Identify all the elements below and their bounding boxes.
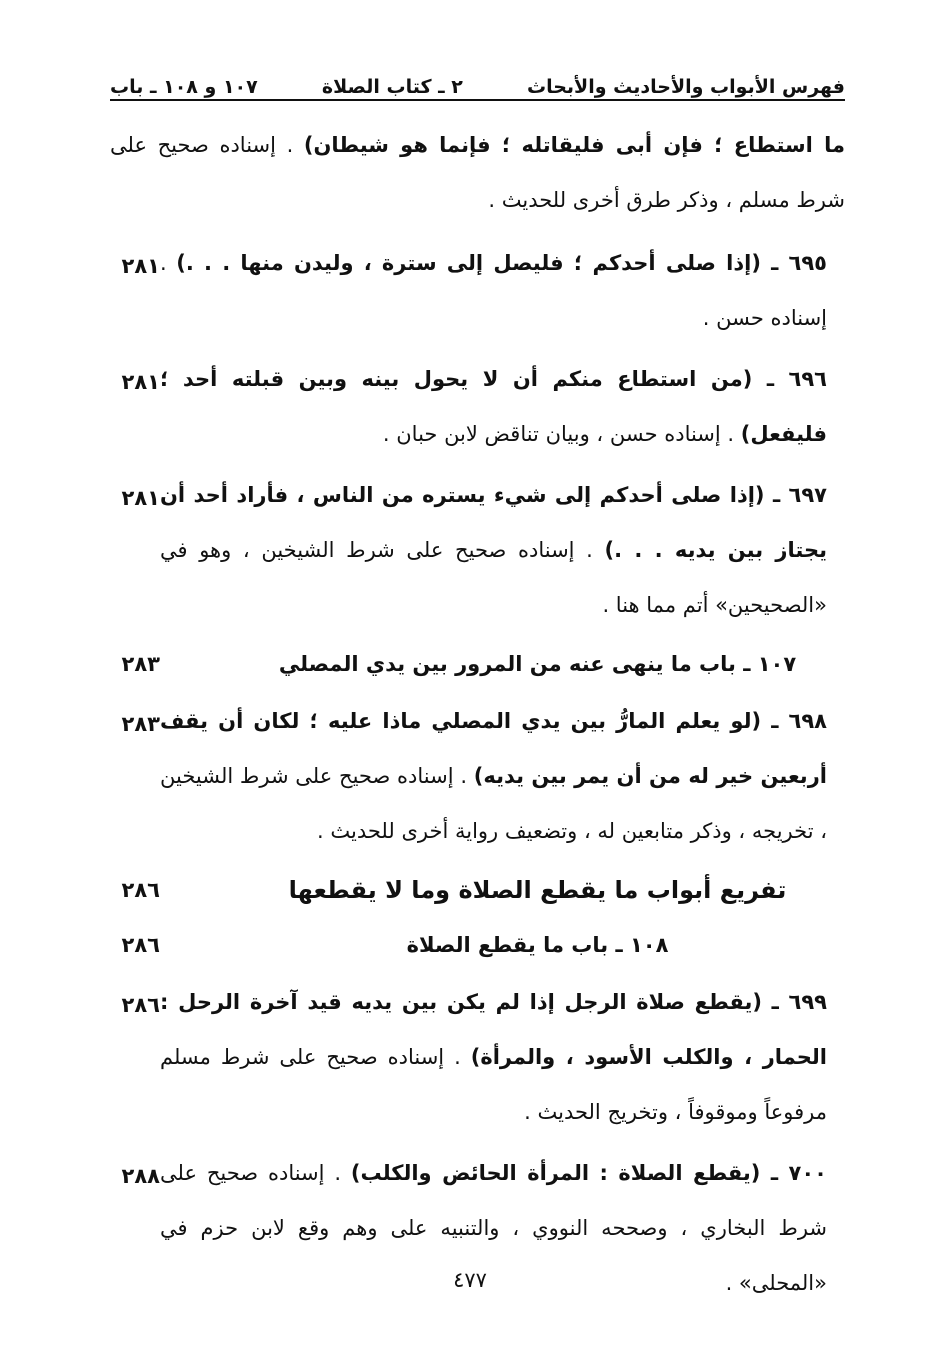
index-entry-695	[110, 236, 845, 346]
chapter-heading-107	[110, 637, 845, 692]
hadith-note: . إسناده صحيح على شرط الشيخين ، تخريجه ، وذكر متابعين له ، وتضعيف رواية أخرى للحديث .	[160, 764, 827, 843]
header-book-section: فهرس الأبواب والأحاديث والأبحاث	[527, 76, 845, 98]
chapter-heading-108	[110, 918, 845, 973]
section-heading-branch	[110, 863, 845, 918]
continuation-hadith-text: ما استطاع ؛ فإن أبى فليقاتله ؛ فإنما هو شيطان)	[303, 133, 845, 157]
chapter-title: ١٠٨ ـ باب ما يقطع الصلاة	[406, 933, 669, 957]
page-reference: ٢٨٦	[121, 993, 160, 1017]
hadith-note: . إسناده حسن .	[160, 251, 827, 330]
page-reference: ٢٨٦	[121, 933, 160, 957]
hadith-text: ٦٩٩ ـ (يقطع صلاة الرجل إذا لم يكن بين يديه قيد آخرة الرحل : الحمار ، والكلب الأسود ، والمرأة)	[160, 990, 827, 1069]
hadith-text: ٧٠٠ ـ (يقطع الصلاة : المرأة الحائض والكلب)	[350, 1161, 827, 1185]
hadith-text: ٦٩٨ ـ (لو يعلم المارُّ بين يدي المصلي ماذا عليه ؛ لكان أن يقف أربعين خير له من أن يمر بين يديه)	[160, 709, 827, 788]
chapter-title: ١٠٧ ـ باب ما ينهى عنه من المرور بين يدي المصلي	[278, 652, 797, 676]
page-reference: ٢٨٨	[121, 1164, 160, 1188]
hadith-text: ٦٩٦ ـ (من استطاع منكم أن لا يحول بينه وبين قبلته أحد ؛ فليفعل)	[160, 367, 827, 446]
header-chapter: ٢ ـ كتاب الصلاة	[321, 76, 463, 98]
index-entry-699	[110, 975, 845, 1140]
page-reference: ٢٨٣	[121, 652, 160, 676]
page-reference: ٢٨١	[121, 254, 160, 278]
hadith-note: . إسناده صحيح على شرط البخاري ، وصححه النووي ، والتنبيه على وهم وقع لابن حزم في «المحلى» .	[160, 1161, 827, 1295]
header-divider	[110, 99, 845, 101]
section-title: تفريع أبواب ما يقطع الصلاة وما لا يقطعها	[288, 876, 787, 904]
page-reference: ٢٨١	[121, 370, 160, 394]
page-reference: ٢٨٣	[121, 712, 160, 736]
index-entry-698	[110, 694, 845, 859]
page-reference: ٢٨٦	[121, 878, 160, 902]
continuation-note: . إسناده صحيح على شرط مسلم ، وذكر طرق أخرى للحديث .	[110, 133, 845, 212]
page-number: ٤٧٧	[453, 1268, 487, 1292]
hadith-note: . إسناده صحيح على شرط الشيخين ، وهو في «الصحيحين» أتم مما هنا .	[160, 538, 827, 617]
hadith-text: ٦٩٧ ـ (إذا صلى أحدكم إلى شيء يستره من الناس ، فأراد أحد أن يجتاز بين يديه . . .)	[160, 483, 827, 562]
continuation-paragraph	[110, 118, 845, 228]
index-content	[110, 118, 845, 1311]
page-reference: ٢٨١	[121, 486, 160, 510]
index-entry-696	[110, 352, 845, 462]
hadith-note: . إسناده صحيح على شرط مسلم مرفوعاً وموقوفاً ، وتخريج الحديث .	[160, 1045, 827, 1124]
hadith-text: ٦٩٥ ـ (إذا صلى أحدكم ؛ فليصل إلى سترة ، وليدن منها . . .)	[176, 251, 827, 275]
running-header	[110, 58, 845, 98]
hadith-note: . إسناده حسن ، وبيان تناقض لابن حبان .	[382, 422, 741, 446]
header-chapter-range: ١٠٧ و ١٠٨ ـ باب	[110, 76, 258, 98]
index-entry-697	[110, 468, 845, 633]
